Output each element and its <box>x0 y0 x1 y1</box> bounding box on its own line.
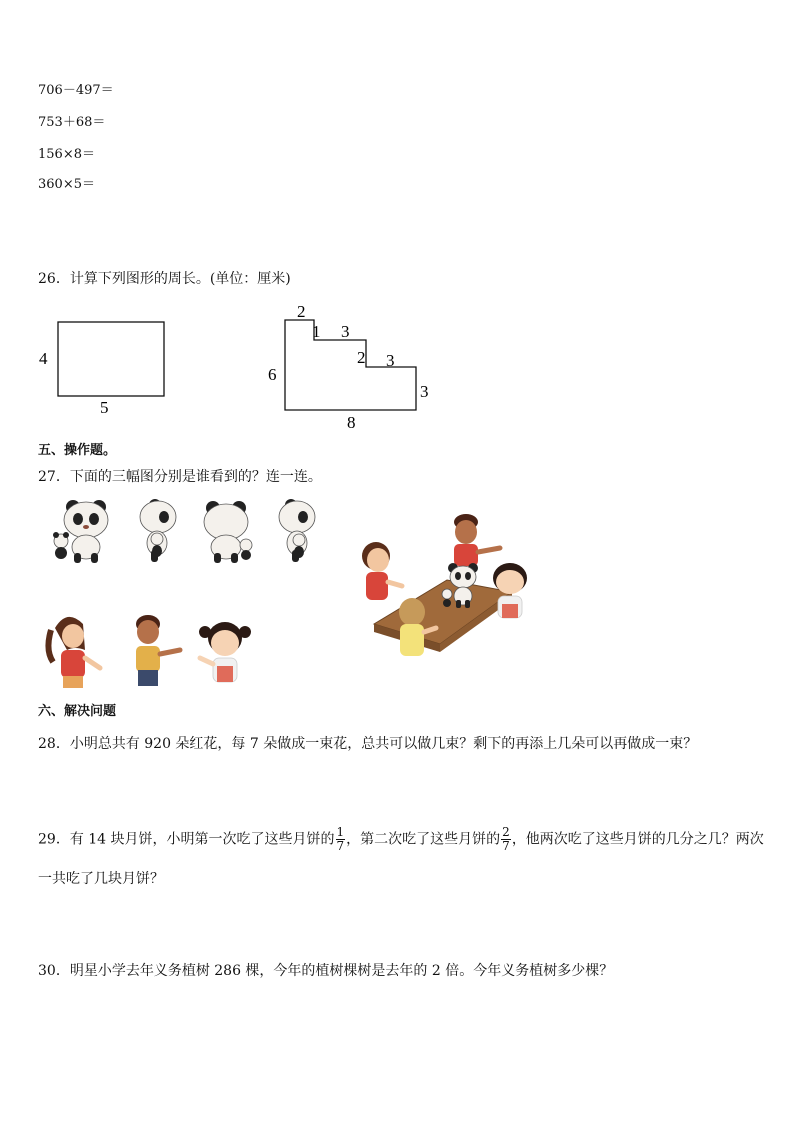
section-five-heading: 五、操作题。 <box>38 443 117 458</box>
stair-label-bottom: 8 <box>347 413 356 432</box>
rectangle-figure <box>58 322 164 396</box>
equation-1: 706－497＝ <box>38 83 114 98</box>
question-26: 26．计算下列图形的周长。(单位：厘米) <box>38 271 291 287</box>
child-boy <box>136 615 180 686</box>
stair-label-step2-rise: 2 <box>357 348 366 367</box>
q29-text-part3: ，他两次吃了这些月饼的几分之几？两次 <box>511 831 764 848</box>
equation-2: 753＋68＝ <box>38 115 106 130</box>
panda-side-view-right <box>279 499 315 562</box>
equation-4: 360×5＝ <box>38 177 95 192</box>
children-figures <box>45 610 260 692</box>
stair-label-right: 3 <box>420 382 429 401</box>
rect-height-label: 4 <box>39 349 48 368</box>
panda-views <box>45 495 335 570</box>
panda-front-view <box>53 500 108 563</box>
perimeter-figures <box>30 300 450 435</box>
stair-label-left: 6 <box>268 365 277 384</box>
child-girl-buns <box>199 622 251 682</box>
scene-boy-top <box>454 514 500 566</box>
stair-label-top: 2 <box>297 302 306 321</box>
question-29-line1 <box>38 826 764 853</box>
question-30: 30．明星小学去年义务植树 286 棵，今年的植树棵树是去年的 2 倍。今年义务植树多少棵？ <box>38 963 614 979</box>
scene-girl-left <box>362 542 402 600</box>
staircase-figure <box>285 320 416 410</box>
q29-text-part2: ，第二次吃了这些月饼的 <box>346 831 501 848</box>
question-28: 28．小明总共有 920 朵红花，每 7 朵做成一束花，总共可以做几束？剩下的再添上几朵可以再做成一束？ <box>38 736 698 752</box>
child-girl-ponytail <box>48 617 100 688</box>
stair-label-step2-run: 3 <box>386 351 395 370</box>
panda-back-view <box>204 501 252 563</box>
question-27: 27．下面的三幅图分别是谁看到的？连一连。 <box>38 469 322 485</box>
panda-side-view-left <box>140 499 176 562</box>
question-29-line2: 一共吃了几块月饼？ <box>38 871 164 887</box>
q29-text-part1: 29．有 14 块月饼，小明第一次吃了这些月饼的 <box>38 831 335 848</box>
section-six-heading: 六、解决问题 <box>38 704 117 719</box>
fraction-one-seventh: $\frac{1}{7}$ <box>336 825 345 853</box>
equation-3: 156×8＝ <box>38 147 95 162</box>
stair-label-step1-rise: 1 <box>312 322 321 341</box>
stair-label-step1-run: 3 <box>341 322 350 341</box>
table-scene <box>352 512 542 660</box>
fraction-two-sevenths: $\frac{2}{7}$ <box>502 825 510 853</box>
rect-width-label: 5 <box>100 398 109 417</box>
